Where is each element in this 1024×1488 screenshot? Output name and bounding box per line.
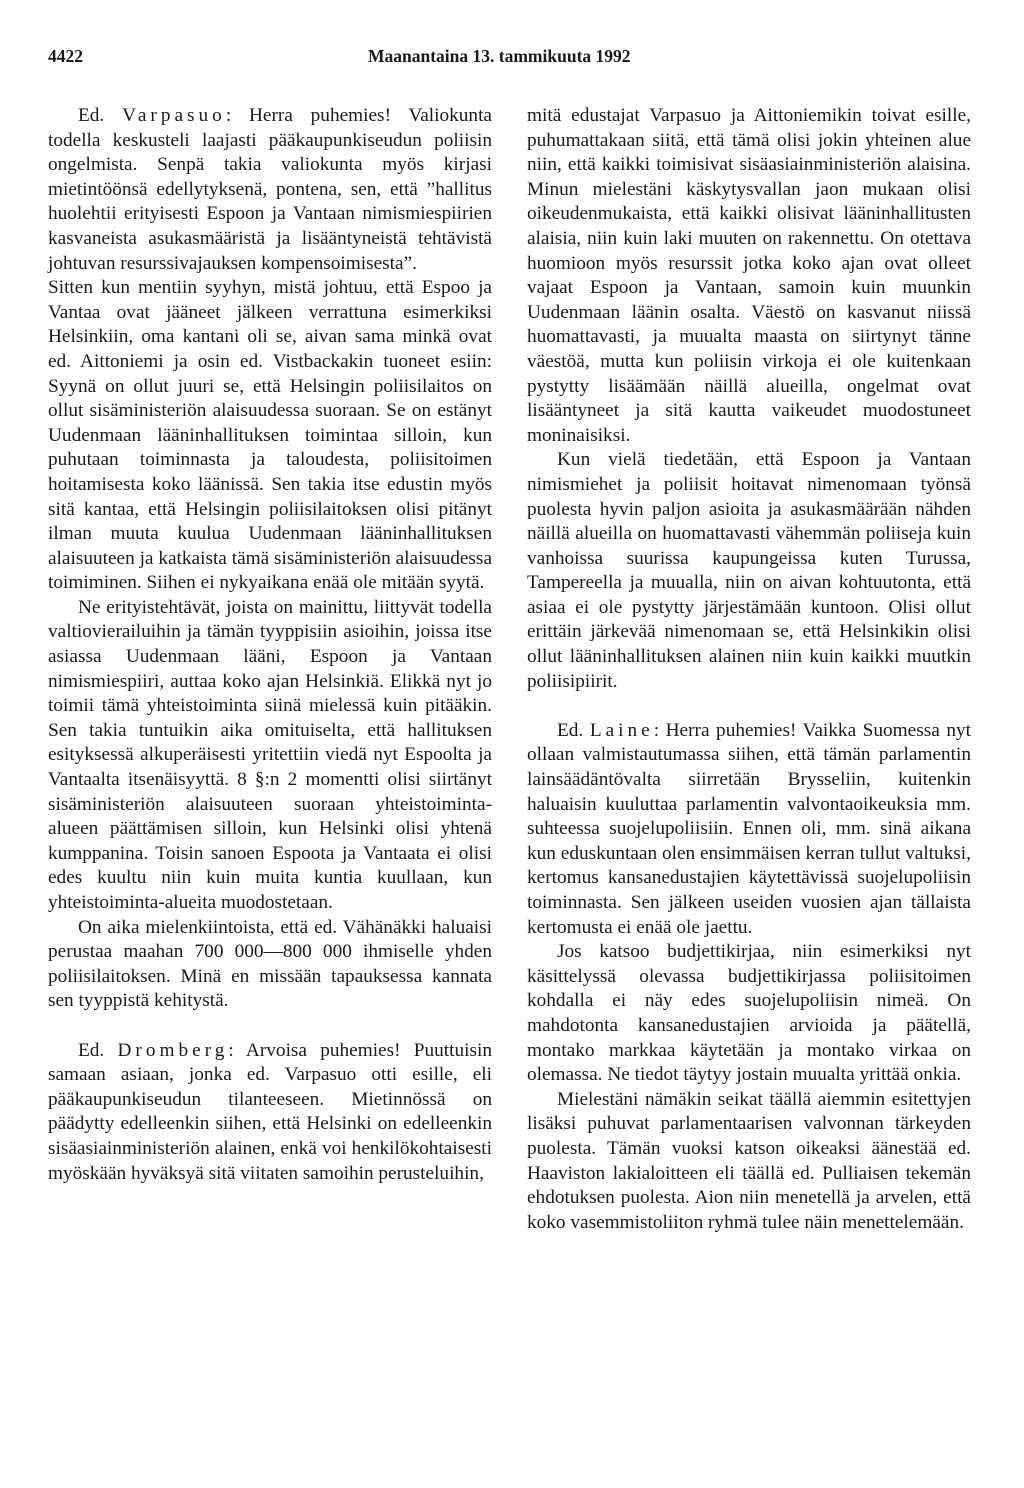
left-column bbox=[48, 104, 492, 1186]
page-number: 4422 bbox=[48, 46, 83, 66]
speaker-name: Laine bbox=[589, 719, 654, 741]
speech-laine bbox=[527, 719, 971, 1235]
page-date: Maanantaina 13. tammikuuta 1992 bbox=[368, 46, 631, 66]
speaker-prefix: Ed. bbox=[78, 1039, 105, 1061]
speech-paragraph: Ne erityistehtävät, joista on mainittu, liittyvät todella valtiovierailuihin ja tämän tyyppisiin asioihin, joissa itse asiassa Uudenmaan lääni, Espoon ja Vantaan nimismiespiiri, auttaa koko ajan Helsinkiä. Elikkä nyt jo toimii tämä yhteistoiminta siinä mielessä kuin pitääkin. Sen takia tuntuikin aika omituiselta, että hallituksen esityksessä alkuperäisesti yritettiin viedä nyt Espoolta ja Vantaalta itsenäisyyttä. 8 §:n 2 momentti olisi siirtänyt sisäministeriön alaisuuteen suoraan yhteistoiminta-alueen päättämisen silloin, kun Helsinki olisi yhtenä kumppanina. Toisin sanoen Espoota ja Vantaata ei olisi edes kuultu niin kuin muita kuntia kuullaan, kun yhteistoiminta-alueita muodostetaan. bbox=[48, 596, 492, 913]
speaker-prefix: Ed. bbox=[557, 719, 584, 741]
speech-paragraph: Jos katsoo budjettikirjaa, niin esimerkiksi nyt käsittelyssä olevassa budjettikirjassa poliisitoimen kohdalla ei näy edes suojelupoliisin nimeä. On mahdotonta kansanedustajien arvioida ja päätellä, montako markkaa käytetään ja montako virkaa on olemassa. Ne tiedot täytyy jostain muualta yrittää onkia. bbox=[527, 941, 971, 1086]
speech-opening-text: : Arvoisa puhemies! Puuttuisin samaan asiaan, jonka ed. Varpasuo otti esille, eli pääkaupunkiseudun tilanteeseen. Mietinnössä on päädytty edelleenkin siihen, että Helsinki on edelleenkin sisäasiainministeriön alainen, enkä voi henkilökohtaisesti myöskään hyväksyä sitä viitaten samoihin perusteluihin, bbox=[48, 1039, 492, 1184]
speech-continued-text: mitä edustajat Varpasuo ja Aittoniemikin toivat esille, puhumattakaan siitä, että tämä olisi jokin yhteinen alue niin, että kaikki toimisivat sisäasiainministeriön alaisina. Minun mielestäni käskytysvallan jaon mukaan olisi oikeudenmukaista, että kaikki olisivat lääninhallitusten alaisia, niin kuin laki muuten on rakennettu. On otettava huomioon myös resurssit jotka koko ajan ovat olleet vajaat Espoon ja Vantaan, samoin kuin muunkin Uudenmaan läänin osalta. Väestö on kasvanut niissä huomattavasti, ja muualta maasta on siirtynyt tänne väestöä, mutta kun poliisin virkoja ei ole kuitenkaan pystytty lisäämään näillä alueilla, ongelmat ovat lisääntyneet ja sitä kautta vaikeudet muodostuneet moninaisiksi. bbox=[527, 105, 971, 446]
speech-opening bbox=[48, 104, 492, 276]
speaker-prefix: Ed. bbox=[78, 105, 105, 126]
speaker-name: Dromberg bbox=[117, 1039, 229, 1061]
speech-varpasuo bbox=[48, 104, 492, 1014]
page-header bbox=[48, 46, 978, 76]
speech-opening-text: : Herra puhemies! Valiokunta todella keskusteli laajasti pääkaupunkiseudun poliisin ongelmista. Senpä takia valiokunta myös kirjasi mietintöönsä edellytyksenä, pontena, sen, että ”hallitus huolehtii erityisesti Espoon ja Vantaan nimismiespiirien kasvaneista asukasmääristä ja lisääntyneistä tehtävistä johtuvan resurssivajauksen kompensoimisesta”. bbox=[48, 105, 492, 274]
speaker-name: Varpasuo bbox=[122, 105, 226, 126]
right-column bbox=[527, 104, 971, 1235]
speech-dromberg-start bbox=[48, 1039, 492, 1187]
speech-paragraph: Sitten kun mentiin syyhyn, mistä johtuu, että Espoo ja Vantaa ovat jääneet jälkeen verrattuna esimerkiksi Helsinkiin, oma kantani oli se, aivan sama minkä ovat ed. Aittoniemi ja osin ed. Vistbackakin tuoneet esiin: Syynä on ollut juuri se, että Helsingin poliisilaitos on ollut sisäministeriön alaisuudessa suoraan. Se on estänyt Uudenmaan lääninhallituksen toimintaa silloin, kun puhutaan toiminnasta ja taloudesta, poliisitoimen hoitamisesta koko läänissä. Sen takia itse edustin myös sitä kantaa, että Helsingin poliisilaitoksen olisi pitänyt ilman muuta kuulua Uudenmaan lääninhallituksen alaisuuteen ja katkaista tämä sisäministeriön alaisuudessa toimiminen. Siihen ei nykyaikana enää ole mitään syytä. bbox=[48, 277, 492, 594]
speech-paragraph: Kun vielä tiedetään, että Espoon ja Vantaan nimismiehet ja poliisit hoitavat nimenomaan työnsä puolesta hyvin paljon asioita ja asukasmäärään nähden näillä alueilla on huomattavasti vähemmän poliiseja kuin vanhoissa suurissa kaupungeissa kuten Turussa, Tampereella ja muualla, niin on aivan kohtuutonta, että asiaa ei ole pystytty järjestämään kuntoon. Olisi ollut erittäin järkevää nimenomaan se, että Helsinkikin olisi ollut lääninhallituksen alainen niin kuin kaikki muutkin poliisipiirit. bbox=[527, 449, 971, 692]
speech-dromberg-continued bbox=[527, 104, 971, 694]
speech-paragraph: On aika mielenkiintoista, että ed. Vähänäkki haluaisi perustaa maahan 700 000—800 000 ihmiselle yhden poliisilaitoksen. Minä en missään tapauksessa kannata sen tyyppistä kehitystä. bbox=[48, 916, 492, 1012]
speech-opening bbox=[527, 719, 971, 940]
speech-paragraph: Mielestäni nämäkin seikat täällä aiemmin esitettyjen lisäksi puhuvat parlamentaarisen valvonnan tärkeyden puolesta. Tämän vuoksi katson oikeaksi äänestää ed. Haaviston lakialoitteen eli täällä ed. Pulliaisen tekemän ehdotuksen puolesta. Aion niin menetellä ja arvelen, että koko vasemmistoliiton ryhmä tulee näin menettelemään. bbox=[527, 1088, 971, 1233]
speech-opening bbox=[48, 1039, 492, 1187]
speech-opening-text: : Herra puhemies! Vaikka Suomessa nyt ollaan valmistautumassa siihen, että tämän parlamentin lainsäädäntövalta siirretään Brysseliin, kuitenkin haluaisin kuuluttaa parlamentin valvontaoikeuksia mm. suhteessa suojelupoliisiin. Ennen oli, mm. sinä aikana kun eduskuntaan olen ensimmäisen kerran tullut valtuksi, kertomus kansanedustajien käytettävissä suojelupoliisin toiminnasta. Sen jälkeen useiden vuosien ajan tällaista kertomusta ei enää ole jaettu. bbox=[527, 719, 971, 938]
